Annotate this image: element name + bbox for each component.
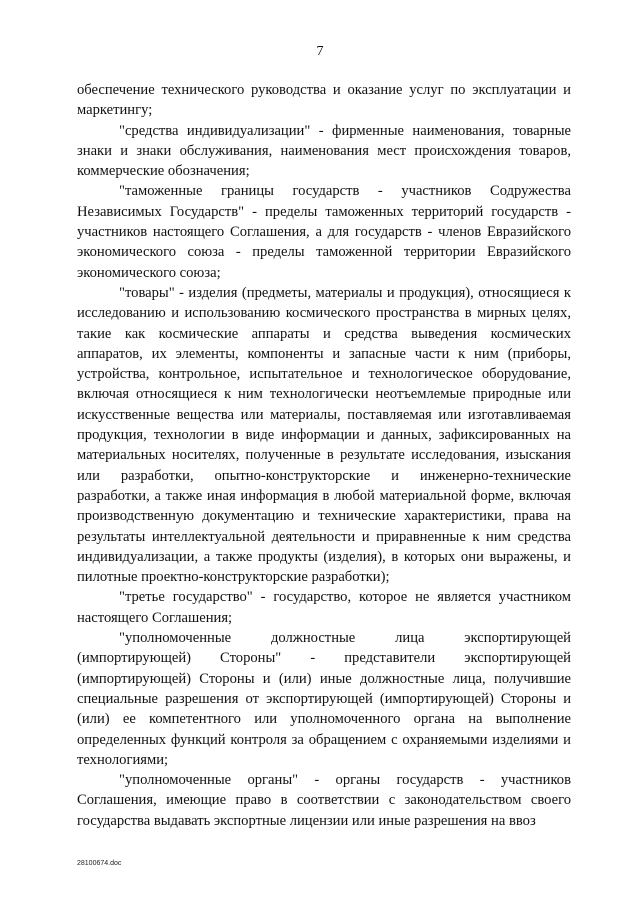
paragraph-definition-individualization: "средства индивидуализации" - фирменные наименования, товарные знаки и знаки обслуживания, наименования мест происхождения товаров, коммерческие обозначения; <box>77 122 571 180</box>
document-body <box>77 80 571 831</box>
footer-filename: 28100674.doc <box>77 860 122 867</box>
paragraph-definition-third-state: "третье государство" - государство, которое не является участником настоящего Соглашения; <box>77 589 571 626</box>
paragraph-continuation: обеспечение технического руководства и оказание услуг по эксплуатации и маркетингу; <box>77 82 571 119</box>
paragraph-definition-goods: "товары" - изделия (предметы, материалы и продукция), относящиеся к исследованию и использованию космического пространства в мирных целях, такие как космические аппараты и средства выведения космических аппаратов, их элементы, компоненты и запасные части к ним (приборы, устройства, контрольное, испытательное и технологическое оборудование, включая относящиеся к ним технологически неотъемлемые природные или искусственные вещества или материалы, поставляемая или изготавливаемая продукция, технологии в виде информации и данных, зафиксированных на материальных носителях, полученные в результате исследования, изыскания или разработки, опытно-конструкторские и инженерно-технические разработки, а также иная информация в любой материальной форме, включая производственную документацию и технические характеристики, права на результаты интеллектуальной деятельности и приравненные к ним средства индивидуализации, а также продукты (изделия), в которых они выражены, и пилотные проектно-конструкторские разработки); <box>77 284 571 586</box>
paragraph-definition-authorized-bodies: "уполномоченные органы" - органы государств - участников Соглашения, имеющие право в соответствии с законодательством своего государства выдавать экспортные лицензии или иные разрешения на ввоз <box>77 772 571 829</box>
paragraph-definition-customs-borders: "таможенные границы государств - участников Содружества Независимых Государств" - пределы таможенных территорий государств - участников настоящего Соглашения, а для государств - членов Евразийского экономического союза - пределы таможенной территории Евразийского экономического союза; <box>77 183 571 281</box>
page-number: 7 <box>316 44 324 59</box>
paragraph-definition-authorized-officials: "уполномоченные должностные лица экспортирующей (импортирующей) Стороны" - представители экспортирующей (импортирующей) Стороны и (или) иные должностные лица, получившие специальные разрешения от экспортирующей (импортирующей) Стороны и (или) ее компетентного или уполномоченного органа на выполнение определенных функций контроля за обращением с охраняемыми изделиями и технологиями; <box>77 630 571 768</box>
